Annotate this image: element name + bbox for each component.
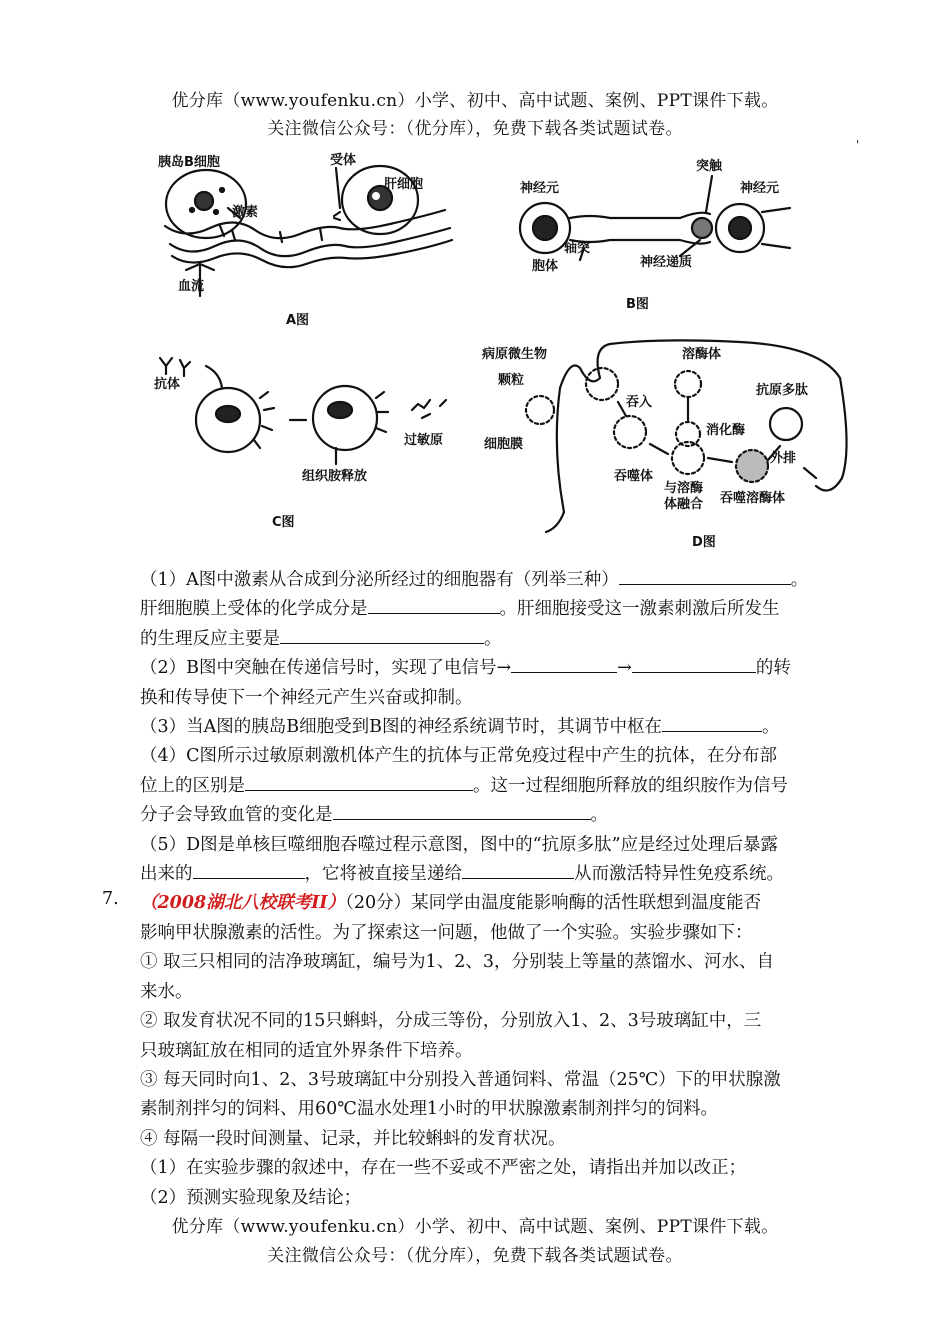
label-hormone: 激素 [232,205,259,220]
q6-part4-line1: （4）C图所示过敏原刺激机体产生的抗体与正常免疫过程中产生的抗体，在分布部 [140,746,778,767]
particle-in-membrane [586,368,618,400]
q6-part1-line1: （1）A图中激素从合成到分泌所经过的细胞器有（列举三种） 。 [140,566,865,595]
q7-step2-line1: ② 取发育状况不同的15只蝌蚪，分成三等份，分别放入1、2、3号玻璃缸中，三 [140,1011,762,1032]
question-body [140,566,865,1213]
caption-a: A图 [286,313,310,328]
q6-part4-line3: 分子会导致血管的变化是 。 [140,801,865,830]
label-lysosome: 溶酶体 [682,347,722,362]
label-engulf: 吞入 [626,395,653,410]
antigen-vesicle [770,408,802,440]
blank-receptor-composition[interactable] [368,595,500,614]
q7-step1-line2: 来水。 [140,981,193,1002]
header-line-2: 关注微信公众号：（优分库），免费下载各类试题试卷。 [267,119,683,139]
membrane-tail [546,512,564,532]
neuron2-nucleus [729,217,751,239]
blank-physiological-response[interactable] [280,625,484,644]
blank-signal-1[interactable] [511,654,617,673]
question-number-7: 7. [102,889,119,909]
particle-shape [526,396,554,424]
receptor-pointer [336,168,340,208]
caption-d: D图 [692,535,716,550]
q6-part3: （3）当A图的胰岛B细胞受到B图的神经系统调节时，其调节中枢在 。 [140,713,865,742]
label-receptor: 受体 [330,153,357,168]
q7-step3-line2: 素制剂拌匀的饲料、用60℃温水处理1小时的甲状腺激素制剂拌匀的饲料。 [140,1099,718,1120]
label-blood-flow: 血流 [178,279,205,294]
label-phagolysosome: 吞噬溶酶体 [720,491,786,506]
q7-intro-line1: （2008湖北八校联考II）（20分）某同学由温度能影响酶的活性联想到温度能否 [140,893,762,914]
q7-step2-line2: 只玻璃缸放在相同的适宜外界条件下培养。 [140,1040,473,1061]
label-soma: 胞体 [532,259,559,274]
antibody-shapes [160,358,190,376]
phagosome-shape [614,416,646,448]
blank-presented-to[interactable] [462,860,574,879]
mast-cell-1-nucleus [216,406,240,422]
blank-antibody-distribution[interactable] [245,772,473,791]
blood-vessel-line-1 [165,210,445,238]
blank-signal-2[interactable] [632,654,756,673]
q7-step1-line1: ① 取三只相同的洁净玻璃缸，编号为1、2、3，分别装上等量的蒸馏水、河水、自 [140,952,774,973]
caption-c: C图 [272,515,295,530]
caption-b: B图 [626,297,649,312]
lysosome-shape [675,371,701,397]
blank-vessel-change[interactable] [333,801,591,820]
process-arrows [618,398,816,478]
figure-c [160,358,446,464]
stray-mark: ' [856,138,860,152]
header-line-1: 优分库（www.youfenku.cn）小学、初中、高中试题、案例、PPT课件下载。 [171,91,779,111]
footer-line-1: 优分库（www.youfenku.cn）小学、初中、高中试题、案例、PPT课件下载。 [171,1217,779,1237]
label-antigen-peptide: 抗原多肽 [756,383,809,398]
label-axon: 轴突 [564,241,591,256]
axon-top [570,213,710,218]
q6-part4-line2: 位上的区别是 。这一过程细胞所释放的组织胺作为信号 [140,772,865,801]
islet-nucleus [195,192,213,210]
label-phagosome: 吞噬体 [614,469,654,484]
neuron2-dendrites [762,208,790,248]
label-exocytosis: 外排 [770,451,797,466]
blank-regulation-center[interactable] [662,713,762,732]
q6-part2-line2: 换和传导使下一个神经元产生兴奋或抑制。 [140,687,473,708]
q6-part2-line1: （2）B图中突触在传递信号时，实现了电信号→ → 的转 [140,654,865,683]
q7-sub1: （1）在实验步骤的叙述中，存在一些不妥或不严密之处，请指出并加以改正； [140,1158,747,1179]
mast-cell-2-receptors [376,392,388,432]
label-fusion-1: 与溶酶 [664,481,704,496]
synaptic-knob [692,218,712,238]
phagolysosome-shape [736,450,768,482]
label-neuron-1: 神经元 [520,181,560,196]
label-synapse: 突触 [696,159,723,174]
axon-bottom [570,240,710,244]
mast-cell-2-nucleus [328,402,352,418]
receptor-marks [334,212,340,220]
synapse-pointer [706,176,712,212]
q7-sub2: （2）预测实验现象及结论； [140,1187,362,1208]
label-neuron-2: 神经元 [740,181,780,196]
q6-part5-line2: 出来的 ，它将被直接呈递给 从而激活特异性免疫系统。 [140,860,865,889]
blank-exposed-from[interactable] [193,860,305,879]
figures [140,148,860,560]
label-cell-membrane: 细胞膜 [484,437,524,452]
antibody-pointer [206,366,222,388]
q6-part1-line3: 的生理反应主要是 。 [140,625,865,654]
blank-organelles[interactable] [619,566,791,585]
label-liver-cell: 肝细胞 [384,177,424,192]
label-histamine: 组织胺释放 [302,469,368,484]
q7-step4: ④ 每隔一段时间测量、记录，并比较蝌蚪的发育状况。 [140,1128,566,1149]
q6-part1-line2: 肝细胞膜上受体的化学成分是 。肝细胞接受这一激素刺激后所发生 [140,595,865,624]
label-islet-b-cell: 胰岛B细胞 [158,155,220,170]
label-neurotransmitter: 神经递质 [640,255,693,270]
label-particle: 颗粒 [498,373,525,388]
footer-line-2: 关注微信公众号：（优分库），免费下载各类试题试卷。 [267,1246,683,1266]
q7-source: （2008湖北八校联考II） [140,893,346,914]
allergen-shapes [412,400,446,418]
label-enzyme: 消化酶 [706,423,746,438]
label-antibody: 抗体 [154,377,181,392]
label-pathogen: 病原微生物 [482,347,548,362]
q6-part5-line1: （5）D图是单核巨噬细胞吞噬过程示意图，图中的“抗原多肽”应是经过处理后暴露 [140,834,779,855]
blood-vessel-line-3 [172,240,452,267]
q7-intro-line2: 影响甲状腺激素的活性。为了探索这一问题，他做了一个实验。实验步骤如下： [140,922,753,943]
label-allergen: 过敏原 [404,433,444,448]
q7-step3-line1: ③ 每天同时向1、2、3号玻璃缸中分别投入普通饲料、常温（25℃）下的甲状腺激 [140,1069,781,1090]
label-fusion-2: 体融合 [664,497,704,512]
mast-cell-1-receptors [254,392,274,448]
neuron1-nucleus [533,216,557,240]
